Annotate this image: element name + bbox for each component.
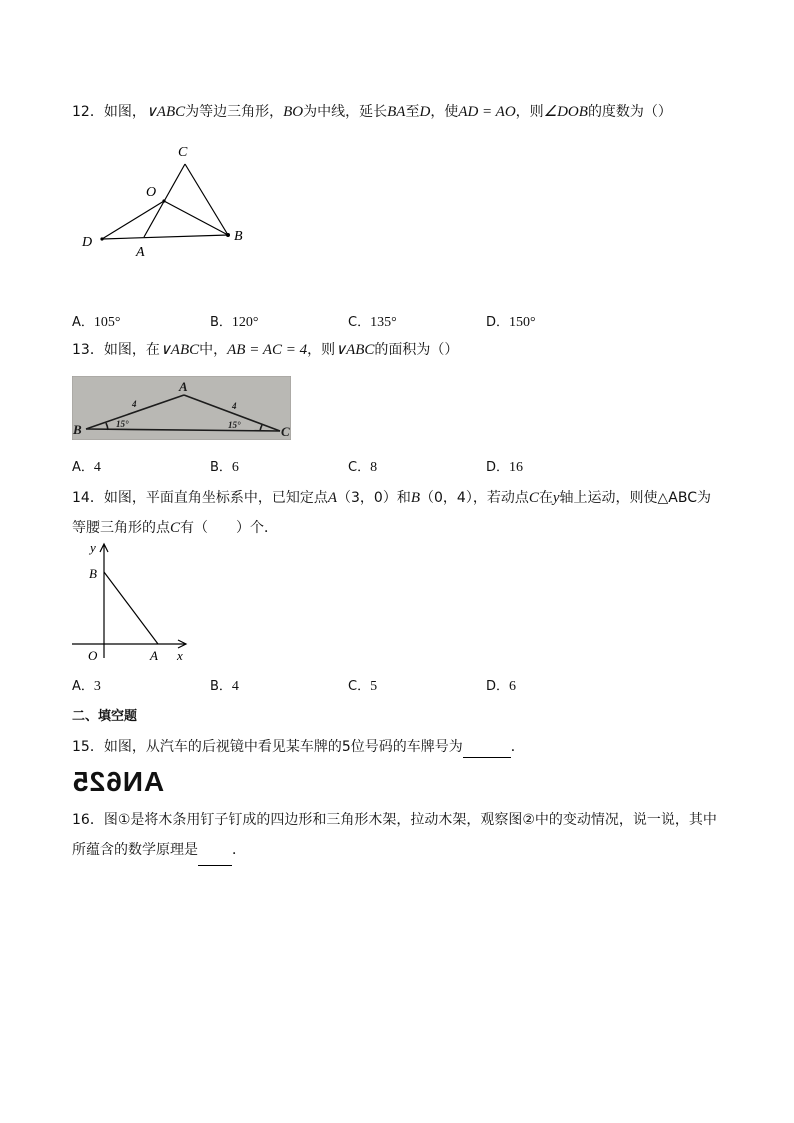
option-value: 4 — [93, 460, 101, 475]
section-fill-in-blank-title: 二、填空题 — [72, 709, 138, 724]
q12-point-d: D — [419, 104, 431, 120]
q12-text: 为中线，延长 — [303, 104, 388, 120]
question-15-text — [72, 737, 525, 758]
option-letter: B． — [210, 315, 232, 330]
q14-label-a: A — [150, 648, 158, 663]
option-letter: C． — [348, 460, 371, 475]
q13-text: 中， — [199, 342, 228, 358]
q14-y-axis: y — [552, 490, 560, 506]
option-value: 4 — [231, 679, 239, 694]
q13-triangle-abc: ∨ABC — [335, 342, 375, 358]
q14-text: 有（ ）个． — [180, 520, 279, 536]
option-value: 150° — [509, 315, 536, 330]
q13-label-c: C — [281, 424, 290, 439]
q16-answer-blank[interactable] — [198, 835, 232, 866]
q12-text: 至 — [405, 104, 420, 120]
q13-text: ，则 — [307, 342, 336, 358]
option-letter: A． — [72, 315, 94, 330]
q13-triangle-abc: ∨ABC — [159, 342, 200, 358]
q14-option-d[interactable] — [486, 675, 516, 695]
question-13-text — [72, 340, 458, 360]
option-value: 5 — [370, 679, 378, 694]
q15-text-end: ． — [510, 739, 525, 755]
q14-label-y: y — [90, 540, 96, 555]
q14-segment-ab — [104, 572, 158, 644]
q13-option-d[interactable] — [486, 456, 523, 476]
option-value: 16 — [509, 460, 524, 475]
q12-option-b[interactable] — [210, 311, 259, 331]
option-letter: C． — [348, 315, 371, 330]
q13-label-side-ac: 4 — [232, 401, 237, 411]
q13-label-side-ab: 4 — [132, 399, 137, 409]
q12-label-o: O — [146, 185, 157, 200]
q12-label-a: A — [136, 245, 145, 260]
option-letter: B． — [210, 679, 232, 694]
option-letter: C． — [348, 679, 371, 694]
q14-text: （3，0）和 — [337, 490, 411, 506]
q15-text: 15．如图，从汽车的后视镜中看见某车牌的5位号码的车牌号为 — [72, 739, 463, 755]
q14-option-c[interactable] — [348, 675, 377, 695]
q14-point-c: C — [528, 490, 539, 506]
q13-options — [72, 456, 722, 476]
option-value: 120° — [231, 315, 259, 330]
q12-label-d: D — [82, 235, 93, 250]
q14-options — [72, 675, 722, 695]
q14-text: 14．如图，平面直角坐标系中，已知定点 — [72, 490, 328, 506]
option-value: 6 — [509, 679, 517, 694]
option-value: 135° — [370, 315, 397, 330]
q12-text: 的度数为（） — [587, 104, 672, 120]
q12-triangle-abc: ∨ABC — [145, 104, 186, 120]
option-letter: A． — [72, 679, 94, 694]
option-letter: D． — [486, 460, 510, 475]
option-value: 3 — [93, 679, 101, 694]
question-12-text — [72, 102, 672, 122]
q12-text: 为等边三角形， — [185, 104, 284, 120]
option-value: 6 — [231, 460, 239, 475]
q14-label-o: O — [88, 648, 98, 663]
q14-point-b: B — [410, 490, 420, 506]
q12-angle-dob: ∠DOB — [543, 104, 588, 120]
q12-number: 12．如图， — [72, 104, 146, 120]
q14-text: （0，4），若动点 — [420, 490, 529, 506]
q14-point-c: C — [170, 520, 181, 536]
option-letter: D． — [486, 315, 510, 330]
q14-label-b: B — [89, 566, 97, 581]
q13-label-angle-c: 15° — [228, 420, 241, 430]
option-letter: A． — [72, 460, 94, 475]
q12-figure — [70, 140, 260, 265]
q12-segment-ba: BA — [387, 104, 406, 120]
q13-label-a: A — [179, 379, 188, 394]
q13-number: 13．如图，在 — [72, 342, 160, 358]
q12-point-d-dot — [100, 237, 103, 240]
q12-option-a[interactable] — [72, 311, 121, 331]
option-letter: D． — [486, 679, 510, 694]
q13-condition: AB = AC = 4 — [227, 342, 308, 358]
q13-label-angle-b: 15° — [116, 419, 129, 429]
q14-text: 在 — [538, 490, 553, 506]
q14-text: 轴上运动，则使△ABC为等腰三角形的点 — [72, 490, 711, 536]
q12-text: ，使 — [430, 104, 459, 120]
q12-condition: AD = AO — [458, 104, 516, 120]
q13-option-c[interactable] — [348, 456, 377, 476]
option-value: 8 — [370, 460, 378, 475]
option-value: 105° — [93, 315, 121, 330]
question-14-text — [72, 483, 722, 543]
q14-label-x: x — [177, 648, 183, 663]
q13-option-a[interactable] — [72, 456, 101, 476]
q15-answer-blank[interactable] — [463, 737, 511, 758]
q13-label-b: B — [73, 422, 82, 437]
q12-option-d[interactable] — [486, 311, 536, 331]
q14-option-a[interactable] — [72, 675, 101, 695]
q12-text: ，则 — [515, 104, 544, 120]
q15-mirrored-plate: AN625 — [72, 766, 165, 797]
q12-point-o-dot — [162, 199, 165, 202]
q16-text-end: ． — [232, 842, 246, 858]
q12-option-c[interactable] — [348, 311, 397, 331]
q13-photo-figure — [72, 376, 291, 440]
q16-text: 16．图①是将木条用钉子钉成的四边形和三角形木架，拉动木架，观察图②中的变动情况，说一说，其中所蕴含的数学原理是 — [72, 812, 717, 858]
q12-median-bo: BO — [283, 104, 304, 120]
question-16-text — [72, 805, 722, 866]
q13-text: 的面积为（） — [374, 342, 459, 358]
option-letter: B． — [210, 460, 232, 475]
q12-label-c: C — [178, 145, 188, 160]
q14-point-a: A — [327, 490, 337, 506]
q14-option-b[interactable] — [210, 675, 239, 695]
q12-point-b-dot — [226, 233, 230, 237]
q12-label-b: B — [234, 229, 243, 244]
q14-coordinate-figure — [70, 540, 200, 665]
q12-options — [72, 311, 722, 331]
q13-option-b[interactable] — [210, 456, 239, 476]
